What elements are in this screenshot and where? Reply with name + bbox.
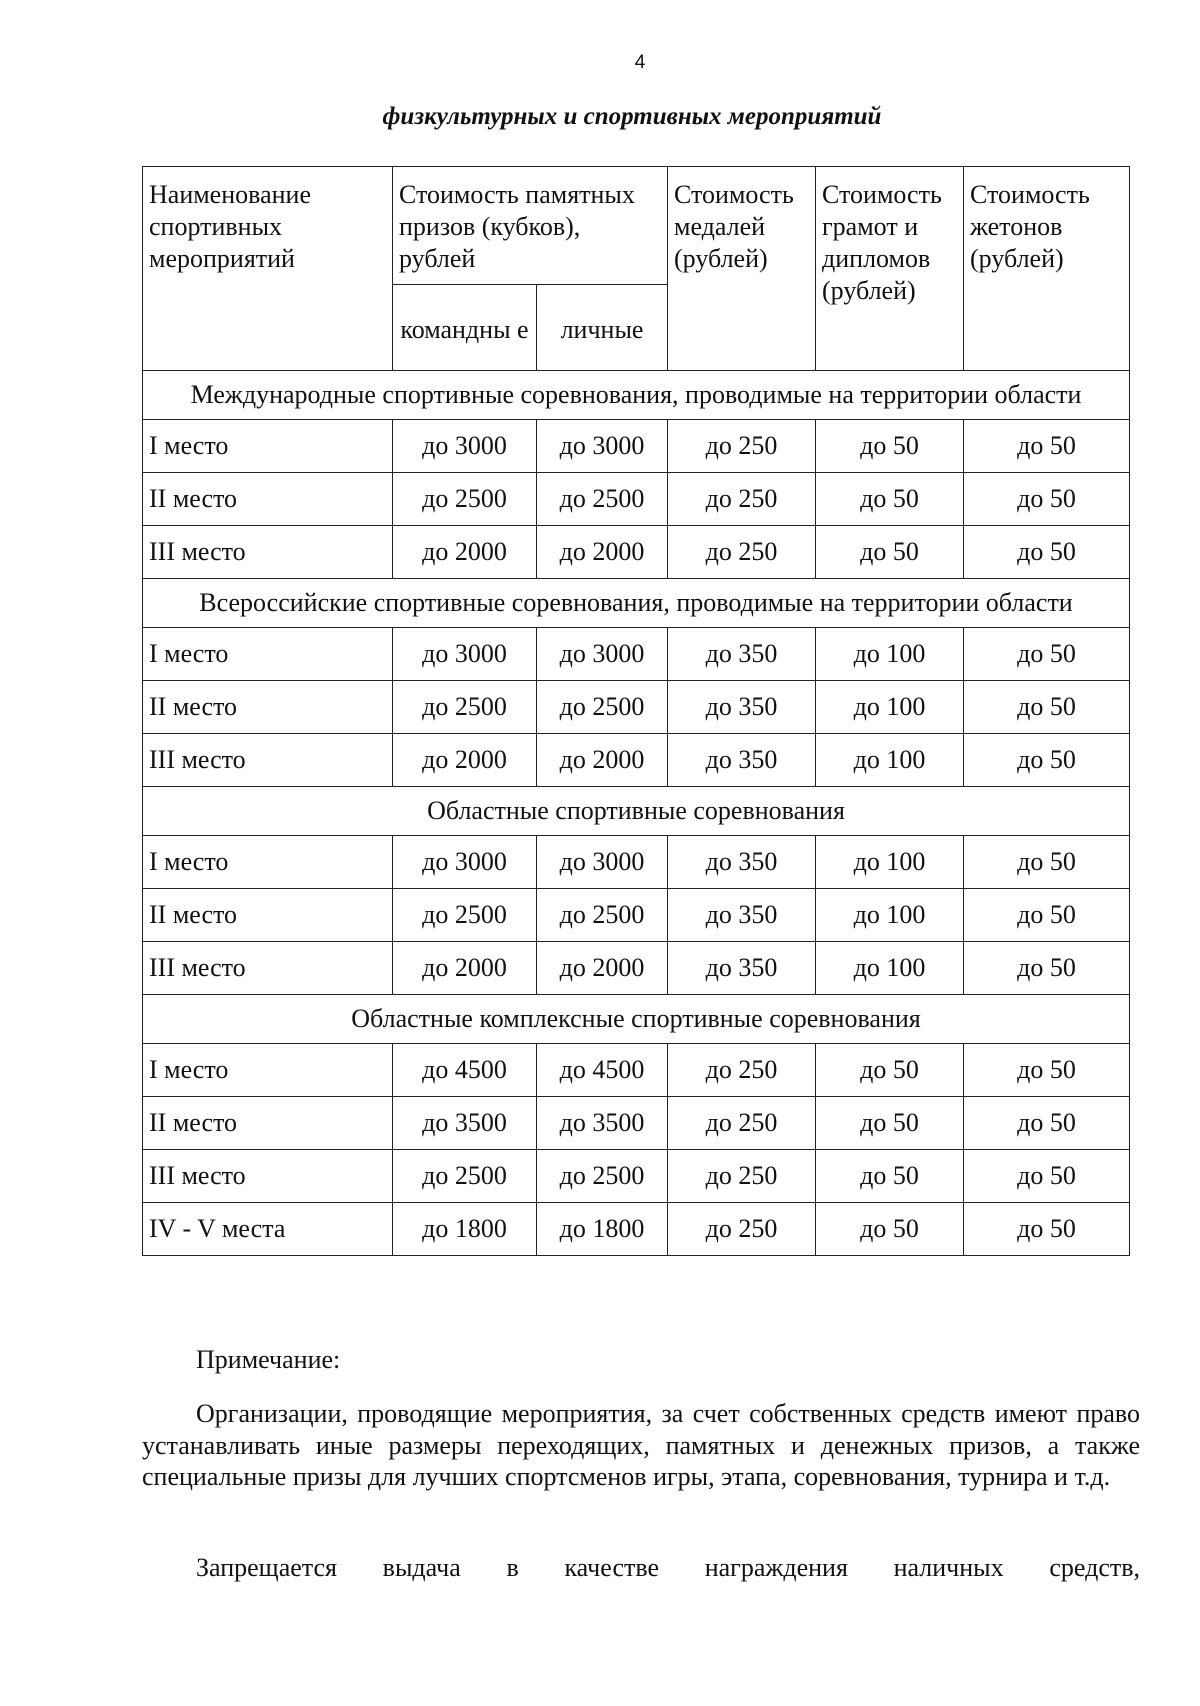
- prohibition-paragraph: Запрещается выдача в качестве награждения наличных средств,: [196, 1553, 1140, 1582]
- cost-cell: до 2500: [537, 889, 668, 942]
- cost-cell: до 3500: [537, 1097, 668, 1150]
- header-certificates: Стоимость грамот и дипломов (рублей): [816, 167, 964, 371]
- cost-cell: до 1800: [537, 1203, 668, 1256]
- cost-cell: до 3000: [393, 628, 537, 681]
- cost-cell: до 2500: [393, 1150, 537, 1203]
- section-title: Международные спортивные соревнования, проводимые на территории области: [143, 371, 1130, 420]
- cost-cell: до 4500: [393, 1044, 537, 1097]
- header-tokens: Стоимость жетонов (рублей): [964, 167, 1130, 371]
- cost-cell: до 250: [668, 473, 816, 526]
- cost-cell: до 350: [668, 836, 816, 889]
- section-title: Областные спортивные соревнования: [143, 787, 1130, 836]
- place-cell: II место: [143, 681, 393, 734]
- place-cell: I место: [143, 420, 393, 473]
- cost-cell: до 250: [668, 1097, 816, 1150]
- place-cell: II место: [143, 889, 393, 942]
- table-row: [143, 526, 1130, 579]
- section-title: Всероссийские спортивные соревнования, проводимые на территории области: [143, 579, 1130, 628]
- cost-cell: до 2000: [393, 942, 537, 995]
- cost-cell: до 2500: [393, 473, 537, 526]
- place-cell: III место: [143, 734, 393, 787]
- table-row: [143, 836, 1130, 889]
- cost-cell: до 350: [668, 889, 816, 942]
- cost-cell: до 350: [668, 681, 816, 734]
- cost-cell: до 50: [816, 1044, 964, 1097]
- header-medals: Стоимость медалей (рублей): [668, 167, 816, 371]
- cost-cell: до 3000: [537, 628, 668, 681]
- cost-cell: до 2000: [537, 734, 668, 787]
- cost-cell: до 3000: [393, 420, 537, 473]
- place-cell: I место: [143, 836, 393, 889]
- cost-cell: до 2000: [393, 734, 537, 787]
- table-row: [143, 1044, 1130, 1097]
- place-cell: I место: [143, 1044, 393, 1097]
- document-title: физкультурных и спортивных мероприятий: [382, 103, 882, 130]
- section-row: [143, 579, 1130, 628]
- cost-cell: до 250: [668, 420, 816, 473]
- table-row: [143, 1097, 1130, 1150]
- cost-cell: до 100: [816, 942, 964, 995]
- cost-cell: до 50: [964, 1150, 1130, 1203]
- cost-cell: до 50: [964, 889, 1130, 942]
- cost-cell: до 3000: [537, 836, 668, 889]
- cost-cell: до 2500: [393, 889, 537, 942]
- section-row: [143, 787, 1130, 836]
- cost-cell: до 350: [668, 734, 816, 787]
- section-title: Областные комплексные спортивные соревнования: [143, 995, 1130, 1044]
- cost-cell: до 50: [816, 1203, 964, 1256]
- table-row: [143, 473, 1130, 526]
- cost-cell: до 50: [816, 526, 964, 579]
- table-row: [143, 420, 1130, 473]
- cost-cell: до 3000: [537, 420, 668, 473]
- section-row: [143, 371, 1130, 420]
- cost-cell: до 250: [668, 1203, 816, 1256]
- header-personal: личные: [537, 285, 668, 371]
- table-row: [143, 942, 1130, 995]
- cost-cell: до 3500: [393, 1097, 537, 1150]
- table-body: [143, 371, 1130, 1256]
- header-prizes: Стоимость памятных призов (кубков), рублей: [393, 167, 668, 285]
- cost-cell: до 100: [816, 628, 964, 681]
- cost-cell: до 2000: [537, 942, 668, 995]
- cost-cell: до 2500: [393, 681, 537, 734]
- cost-cell: до 50: [964, 1044, 1130, 1097]
- cost-cell: до 50: [964, 1097, 1130, 1150]
- cost-cell: до 350: [668, 628, 816, 681]
- place-cell: III место: [143, 942, 393, 995]
- section-row: [143, 995, 1130, 1044]
- cost-cell: до 50: [816, 473, 964, 526]
- cost-cell: до 50: [964, 836, 1130, 889]
- note-label: Примечание:: [196, 1345, 341, 1374]
- table-row: [143, 734, 1130, 787]
- page-number: 4: [634, 52, 646, 73]
- cost-cell: до 2500: [537, 473, 668, 526]
- cost-cell: до 3000: [393, 836, 537, 889]
- cost-cell: до 2500: [537, 681, 668, 734]
- cost-cell: до 50: [816, 420, 964, 473]
- place-cell: I место: [143, 628, 393, 681]
- cost-cell: до 250: [668, 1150, 816, 1203]
- cost-cell: до 250: [668, 1044, 816, 1097]
- cost-cell: до 100: [816, 836, 964, 889]
- place-cell: II место: [143, 473, 393, 526]
- cost-cell: до 50: [964, 526, 1130, 579]
- cost-cell: до 250: [668, 526, 816, 579]
- note-paragraph: Организации, проводящие мероприятия, за счет собственных средств имеют право устанавливать иные размеры переходящих, памятных и денежных призов, а также специальные призы для лучших спортсменов игры, этапа, соревнования, турнира и т.д.: [142, 1399, 1140, 1491]
- table-row: [143, 1203, 1130, 1256]
- cost-cell: до 50: [816, 1097, 964, 1150]
- cost-cell: до 100: [816, 681, 964, 734]
- cost-cell: до 4500: [537, 1044, 668, 1097]
- cost-cell: до 2500: [537, 1150, 668, 1203]
- cost-cell: до 1800: [393, 1203, 537, 1256]
- table-row: [143, 681, 1130, 734]
- table-row: [143, 889, 1130, 942]
- table-row: [143, 628, 1130, 681]
- cost-cell: до 100: [816, 889, 964, 942]
- cost-cell: до 2000: [393, 526, 537, 579]
- cost-cell: до 2000: [537, 526, 668, 579]
- cost-cell: до 50: [964, 942, 1130, 995]
- cost-cell: до 50: [964, 420, 1130, 473]
- header-event-name: Наименование спортивных мероприятий: [143, 167, 393, 371]
- cost-cell: до 50: [964, 1203, 1130, 1256]
- cost-cell: до 50: [964, 473, 1130, 526]
- cost-cell: до 50: [816, 1150, 964, 1203]
- cost-cell: до 350: [668, 942, 816, 995]
- table-row: [143, 1150, 1130, 1203]
- header-team: командны е: [393, 285, 537, 371]
- prize-cost-table: [142, 166, 1130, 1256]
- place-cell: II место: [143, 1097, 393, 1150]
- place-cell: III место: [143, 526, 393, 579]
- cost-cell: до 50: [964, 681, 1130, 734]
- place-cell: III место: [143, 1150, 393, 1203]
- cost-cell: до 50: [964, 628, 1130, 681]
- cost-cell: до 100: [816, 734, 964, 787]
- cost-cell: до 50: [964, 734, 1130, 787]
- place-cell: IV - V места: [143, 1203, 393, 1256]
